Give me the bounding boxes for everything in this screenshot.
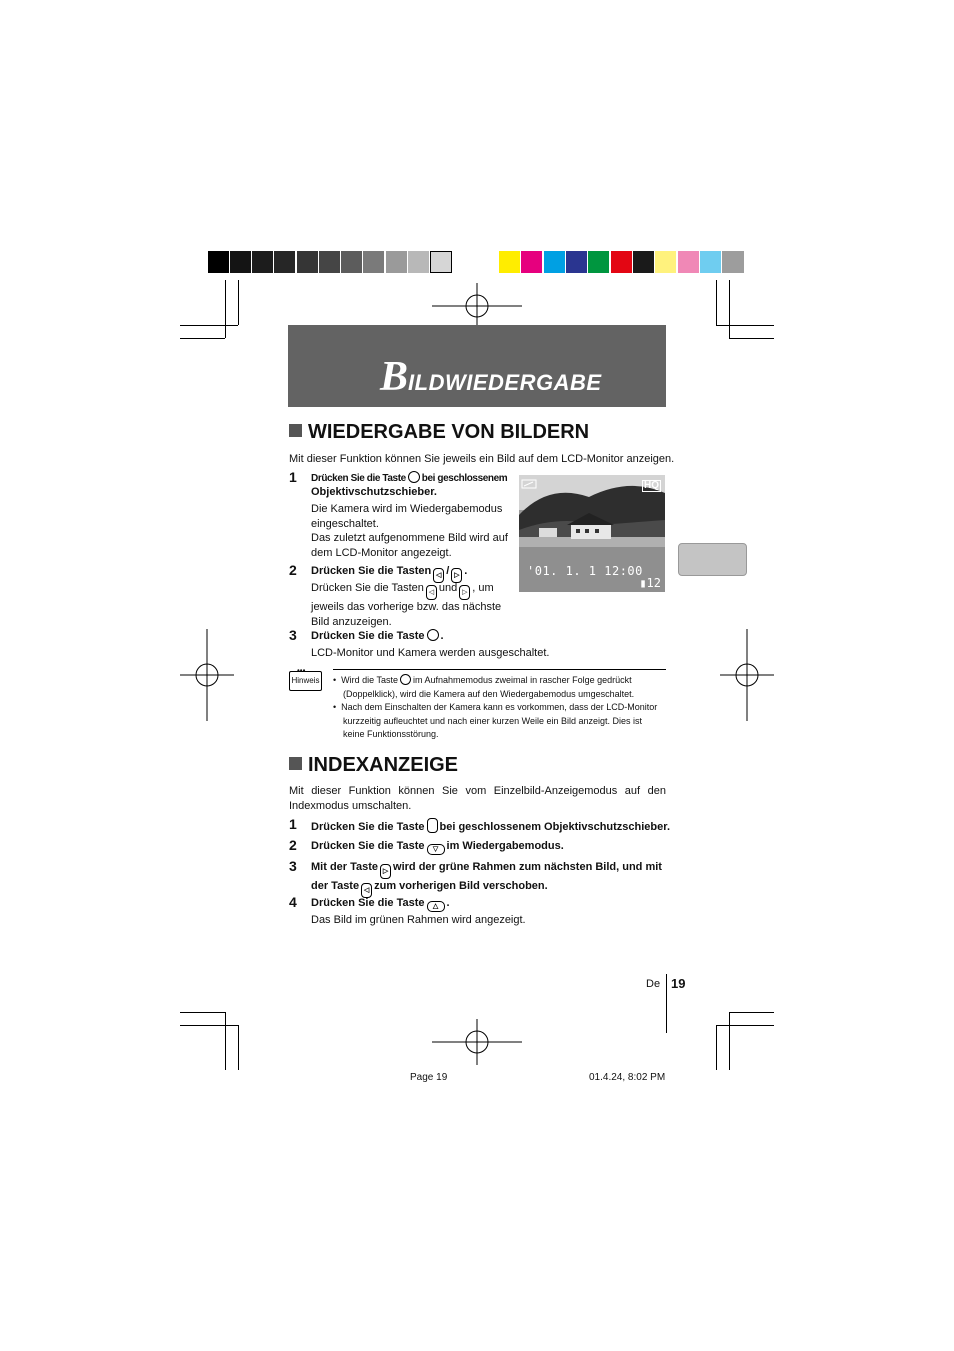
step-body: Die Kamera wird im Wiedergabemodus eingeschaltet. Das zuletzt aufgenommene Bild wird auf dem LCD-Monitor angezeigt. <box>311 503 508 559</box>
print-file-page: Page 19 <box>410 1072 448 1083</box>
gray-swatch <box>319 251 340 273</box>
step-number: 4 <box>289 894 297 910</box>
page-number: 19 <box>671 976 686 991</box>
arrow-right-icon: ▷ <box>380 864 391 879</box>
language-code: De <box>646 978 661 990</box>
step-instruction: Mit der Taste ▷ wird der grüne Rahmen zum nächsten Bild, und mit der Taste ◁ zum vorherigen Bild verschoben. <box>311 860 671 898</box>
gray-swatch <box>430 251 452 273</box>
arrow-up-icon: △ <box>427 901 445 912</box>
gray-swatch <box>386 251 407 273</box>
crop-mark <box>225 280 226 338</box>
registration-mark <box>720 629 774 721</box>
memory-card-icon: ▮ <box>639 576 647 590</box>
date-time-readout: '01. 1. 1 12:00 <box>527 564 643 578</box>
step-body: Drücken Sie die Tasten ◁ und ▷ , um jeweils das vorherige bzw. das nächste Bild anzuzeigen. <box>311 582 502 628</box>
crop-mark <box>716 1025 717 1070</box>
step-instruction: Drücken Sie die Taste △ . <box>311 897 450 910</box>
gray-swatch <box>274 251 295 273</box>
crop-mark <box>716 1025 774 1026</box>
lcd-playback-photo <box>519 475 665 592</box>
gray-swatch <box>252 251 273 273</box>
hinweis-label: Hinweis <box>291 676 320 685</box>
color-swatch <box>588 251 609 273</box>
hinweis-rule <box>333 669 666 670</box>
crop-mark <box>729 1012 730 1070</box>
color-swatch <box>499 251 520 273</box>
gray-swatch <box>297 251 318 273</box>
step-body: Das Bild im grünen Rahmen wird angezeigt. <box>311 914 526 926</box>
print-timestamp: 01.4.24, 8:02 PM <box>589 1072 666 1083</box>
step-instruction: Drücken Sie die Taste bei geschlossenem <box>311 473 508 484</box>
arrow-right-icon: ▷ <box>451 568 462 583</box>
step-number: 2 <box>289 837 297 853</box>
crop-mark <box>225 1012 226 1070</box>
color-swatch <box>633 251 654 273</box>
step-instruction: Objektivschutzschieber. <box>311 486 437 498</box>
chapter-title <box>380 356 602 404</box>
arrow-left-icon: ◁ <box>361 883 372 898</box>
color-swatch <box>700 251 721 273</box>
section-heading: WIEDERGABE VON BILDERN <box>289 421 589 444</box>
heading-square-icon <box>289 757 302 770</box>
registration-mark <box>180 629 234 721</box>
hinweis-dots-icon: ••• <box>297 666 306 675</box>
playback-button-icon <box>408 471 420 483</box>
step-instruction: Drücken Sie die Tasten ◁ / ▷ . <box>311 564 467 583</box>
registration-mark <box>432 283 522 329</box>
registration-mark <box>432 1019 522 1065</box>
hinweis-note: • Wird die Taste im Aufnahmemodus zweimal in rascher Folge gedrückt (Doppelklick), wird die Kamera auf den Wiedergabemodus umgeschaltet. • Nach dem Einschalten der Kamera kann es vorkommen, dass der LCD-Monitor kurzzeitig aufleuchtet und nach einer kurzen Weile ein Bild anzeigt. Dies ist keine Funktionsstörung. <box>333 675 658 739</box>
step-number: 1 <box>289 816 297 832</box>
chapter-title-rest: ILDWIEDERGABE <box>408 370 602 395</box>
crop-mark <box>238 280 239 325</box>
crop-mark <box>180 338 225 339</box>
step-instruction: Drücken Sie die Taste . <box>311 630 444 642</box>
color-swatch <box>611 251 632 273</box>
chapter-title-initial: B <box>380 354 409 400</box>
crop-mark <box>716 280 717 325</box>
color-swatch <box>566 251 587 273</box>
step-instruction: Drücken Sie die Taste bei geschlossenem Objektivschutzschieber. <box>311 818 670 835</box>
gray-swatch <box>230 251 251 273</box>
crop-mark <box>238 1025 239 1070</box>
gray-swatch <box>363 251 384 273</box>
heading-square-icon <box>289 424 302 437</box>
arrow-left-icon: ◁ <box>433 568 444 583</box>
color-swatch <box>722 251 744 273</box>
step-instruction: Drücken Sie die Taste ▽ im Wiedergabemodus. <box>311 840 564 853</box>
arrow-right-icon: ▷ <box>459 585 470 600</box>
playback-button-icon <box>427 629 439 641</box>
chapter-tab <box>678 543 747 576</box>
gray-swatch <box>341 251 362 273</box>
index-button-icon <box>427 818 438 833</box>
color-swatch <box>521 251 542 273</box>
crop-mark <box>729 338 774 339</box>
step-number: 3 <box>289 627 297 643</box>
step-number: 2 <box>289 562 297 578</box>
crop-mark <box>180 325 238 326</box>
crop-mark <box>729 1012 774 1013</box>
step-number: 1 <box>289 469 297 485</box>
playback-button-icon <box>400 674 411 685</box>
section-intro: Mit dieser Funktion können Sie vom Einzelbild-Anzeigemodus auf den Indexmodus umschalten. <box>289 785 666 812</box>
image-quality-label: HQ <box>644 480 659 491</box>
crop-mark <box>729 280 730 338</box>
crop-mark <box>180 1012 225 1013</box>
frame-counter: ▮12 <box>639 576 661 590</box>
crop-mark <box>716 325 774 326</box>
page-divider <box>666 974 667 1033</box>
step-number: 3 <box>289 858 297 874</box>
hinweis-badge <box>289 666 322 691</box>
step-body: LCD-Monitor und Kamera werden ausgeschaltet. <box>311 647 550 659</box>
gray-swatch <box>208 251 229 273</box>
color-swatch <box>544 251 565 273</box>
section-heading: INDEXANZEIGE <box>289 754 458 777</box>
crop-mark <box>180 1025 238 1026</box>
gray-swatch <box>408 251 429 273</box>
color-swatch <box>678 251 699 273</box>
section-intro: Mit dieser Funktion können Sie jeweils ein Bild auf dem LCD-Monitor anzeigen. <box>289 453 675 465</box>
color-swatch <box>655 251 676 273</box>
arrow-down-icon: ▽ <box>427 844 445 855</box>
arrow-left-icon: ◁ <box>426 585 437 600</box>
